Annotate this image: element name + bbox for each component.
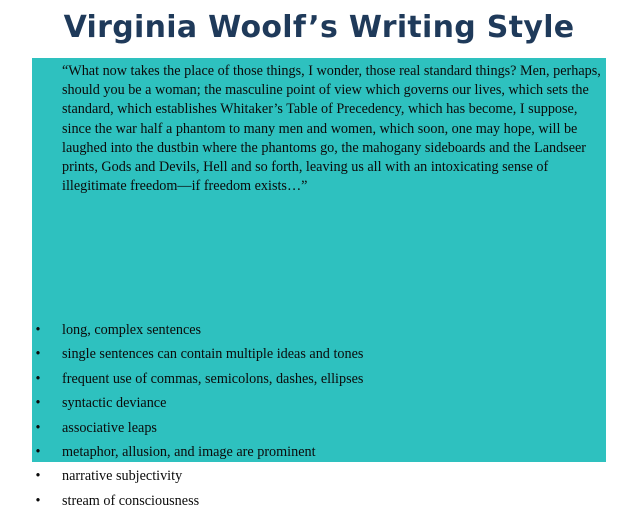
bullet-text: associative leaps (62, 419, 157, 436)
list-item (32, 391, 592, 415)
bullet-icon: • (35, 395, 41, 412)
bullet-text: stream of consciousness (62, 492, 200, 509)
slide-title: Virginia Woolf’s Writing Style (63, 10, 575, 45)
bullet-icon: • (35, 468, 41, 485)
list-item (32, 342, 592, 366)
list-item (32, 440, 592, 464)
bullet-icon: • (35, 322, 41, 338)
bullet-text: narrative subjectivity (62, 468, 183, 485)
content-panel (32, 58, 606, 509)
bullet-icon: • (35, 346, 41, 363)
bullet-text: syntactic deviance (62, 395, 167, 412)
style-bullet-list (32, 318, 592, 513)
bullet-icon: • (35, 444, 41, 461)
bullet-icon: • (35, 492, 41, 509)
list-item (32, 318, 592, 342)
bullet-text: frequent use of commas, semicolons, dashes, ellipses (62, 370, 364, 387)
woolf-quote: “What now takes the place of those things, I wonder, those real standard things? Men, perhaps, should you be a woman; the masculine point of view which governs our lives, which sets the standard, which establishes Whitaker’s Table of Precedency, which has become, I suppose, since the war half a phantom to many men and women, which soon, one may hope, will be laughed into the dustbin where the phantoms go, the mahogany sideboards and the Landseer prints, Gods and Devils, Hell and so forth, leaving us all with an intoxicating sense of illegitimate freedom—if freedom exists…” (62, 63, 601, 195)
bullet-text: metaphor, allusion, and image are prominent (62, 444, 316, 461)
list-item (32, 489, 592, 513)
list-item (32, 367, 592, 391)
bullet-icon: • (35, 419, 41, 436)
list-item (32, 416, 592, 440)
bullet-text: long, complex sentences (62, 322, 202, 338)
list-item (32, 464, 592, 488)
bullet-icon: • (35, 370, 41, 387)
bullet-text: single sentences can contain multiple ideas and tones (62, 346, 364, 363)
